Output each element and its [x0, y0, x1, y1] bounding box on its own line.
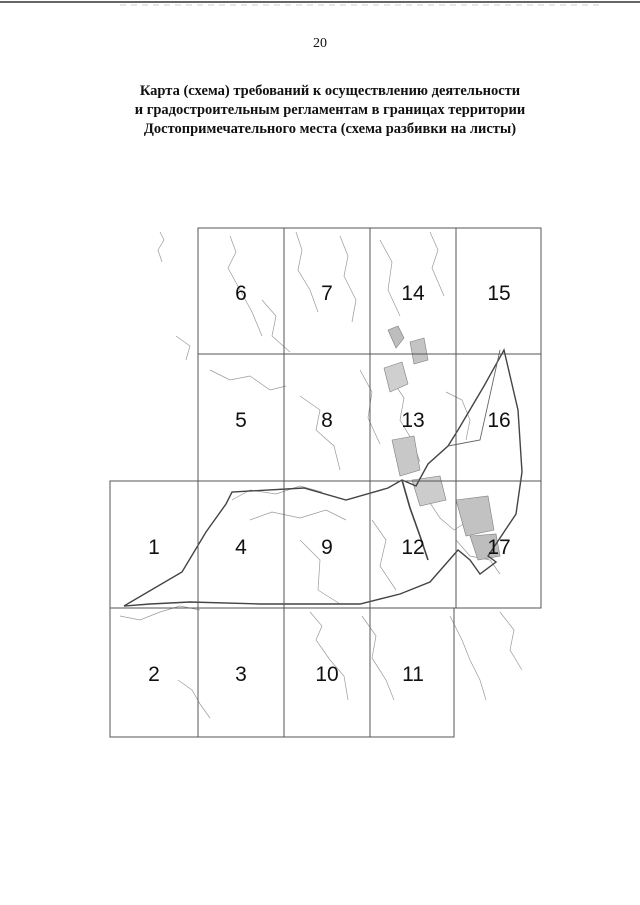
sheet-7-label: 7: [321, 282, 333, 305]
sheet-8-label: 8: [321, 409, 333, 432]
urban-area-hatching: [384, 326, 500, 560]
sheet-17-label: 17: [487, 536, 511, 559]
sheet-5-label: 5: [235, 409, 247, 432]
sheet-14-label: 14: [401, 282, 425, 305]
map-title-line: Карта (схема) требований к осуществлению деятельности: [139, 83, 521, 99]
sheet-9-label: 9: [321, 536, 333, 559]
sheet-12-label: 12: [401, 536, 425, 559]
sheet-3-label: 3: [235, 663, 247, 686]
sheet-6-label: 6: [235, 282, 247, 305]
sheet-15-label: 15: [487, 282, 511, 305]
sheet-1-label: 1: [148, 536, 160, 559]
territory-boundary: [124, 350, 522, 606]
sheet-11-label: 11: [402, 663, 424, 686]
map-title-line: и градостроительным регламентам в границах территории: [134, 102, 526, 118]
map-title-line: Достопримечательного места (схема разбивки на листы): [143, 121, 517, 137]
page-number: 20: [313, 36, 327, 51]
sheet-2-label: 2: [148, 663, 160, 686]
sheet-10-label: 10: [315, 663, 339, 686]
sheet-16-label: 16: [487, 409, 511, 432]
sheet-13-label: 13: [401, 409, 425, 432]
sheet-4-label: 4: [235, 536, 247, 559]
